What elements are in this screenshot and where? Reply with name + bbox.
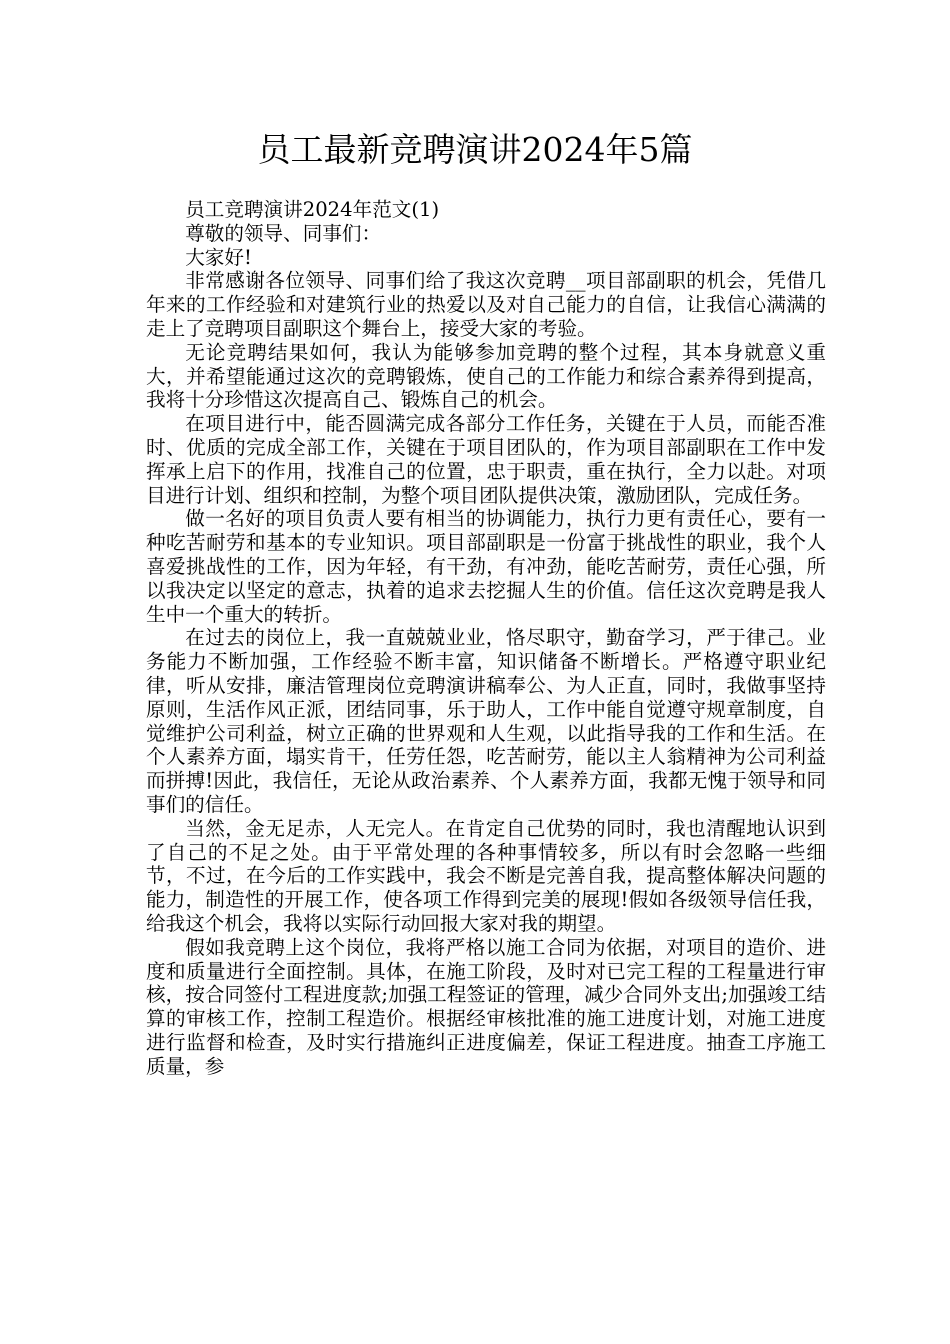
paragraph-greeting: 大家好! xyxy=(185,245,252,269)
paragraph: 做一名好的项目负责人要有相当的协调能力，执行力更有责任心，要有一种吃苦耐劳和基本的专业知识。项目部副职是一份富于挑战性的职业，我个人喜爱挑战性的工作，因为年轻，有干劲，有冲劲，能吃苦耐劳，责任心强，所以我决定以坚定的意志，执着的追求去挖掘人生的价值。信任这次竞聘是我人生中一个重大的转折。 xyxy=(146,507,826,626)
paragraph: 非常感谢各位领导、同事们给了我这次竞聘__项目部副职的机会，凭借几年来的工作经验和对建筑行业的热爱以及对自己能力的自信，让我信心满满的走上了竞聘项目副职这个舞台上，接受大家的考验。 xyxy=(146,269,826,340)
paragraph: 假如我竞聘上这个岗位，我将严格以施工合同为依据，对项目的造价、进度和质量进行全面控制。具体，在施工阶段，及时对已完工程的工程量进行审核，按合同签付工程进度款;加强工程签证的管理，减少合同外支出;加强竣工结算的审核工作，控制工程造价。根据经审核批准的施工进度计划，对施工进度进行监督和检查，及时实行措施纠正进度偏差，保证工程进度。抽查工序施工质量，参 xyxy=(146,935,826,1078)
document-body xyxy=(146,198,826,1078)
document-title: 员工最新竞聘演讲2024年5篇 xyxy=(257,130,693,169)
paragraph: 在过去的岗位上，我一直兢兢业业，恪尽职守，勤奋学习，严于律己。业务能力不断加强，工作经验不断丰富，知识储备不断增长。严格遵守职业纪律，听从安排，廉洁管理岗位竞聘演讲稿奉公、为人正直，同时，我做事坚持原则，生活作风正派，团结同事，乐于助人，工作中能自觉遵守规章制度，自觉维护公司利益，树立正确的世界观和人生观，以此指导我的工作和生活。在个人素养方面，塌实肯干，任劳任怨，吃苦耐劳，能以主人翁精神为公司利益而拼搏!因此，我信任，无论从政治素养、个人素养方面，我都无愧于领导和同事们的信任。 xyxy=(146,626,826,816)
paragraph: 在项目进行中，能否圆满完成各部分工作任务，关键在于人员，而能否准时、优质的完成全部工作，关键在于项目团队的，作为项目部副职在工作中发挥承上启下的作用，找准自己的位置，忠于职责，重在执行，全力以赴。对项目进行计划、组织和控制，为整个项目团队提供决策，激励团队，完成任务。 xyxy=(146,412,826,507)
paragraph: 无论竞聘结果如何，我认为能够参加竞聘的整个过程，其本身就意义重大，并希望能通过这次的竞聘锻炼，使自己的工作能力和综合素养得到提高，我将十分珍惜这次提高自己、锻炼自己的机会。 xyxy=(146,340,826,412)
paragraph-salutation: 尊敬的领导、同事们： xyxy=(185,221,382,245)
paragraph: 当然，金无足赤，人无完人。在肯定自己优势的同时，我也清醒地认识到了自己的不足之处。由于平常处理的各种事情较多，所以有时会忽略一些细节，不过，在今后的工作实践中，我会不断是完善自我，提高整体解决问题的能力，制造性的开展工作，使各项工作得到完美的展现!假如各级领导信任我，给我这个机会，我将以实际行动回报大家对我的期望。 xyxy=(146,816,826,935)
paragraph-heading: 员工竞聘演讲2024年范文(1) xyxy=(185,198,440,221)
